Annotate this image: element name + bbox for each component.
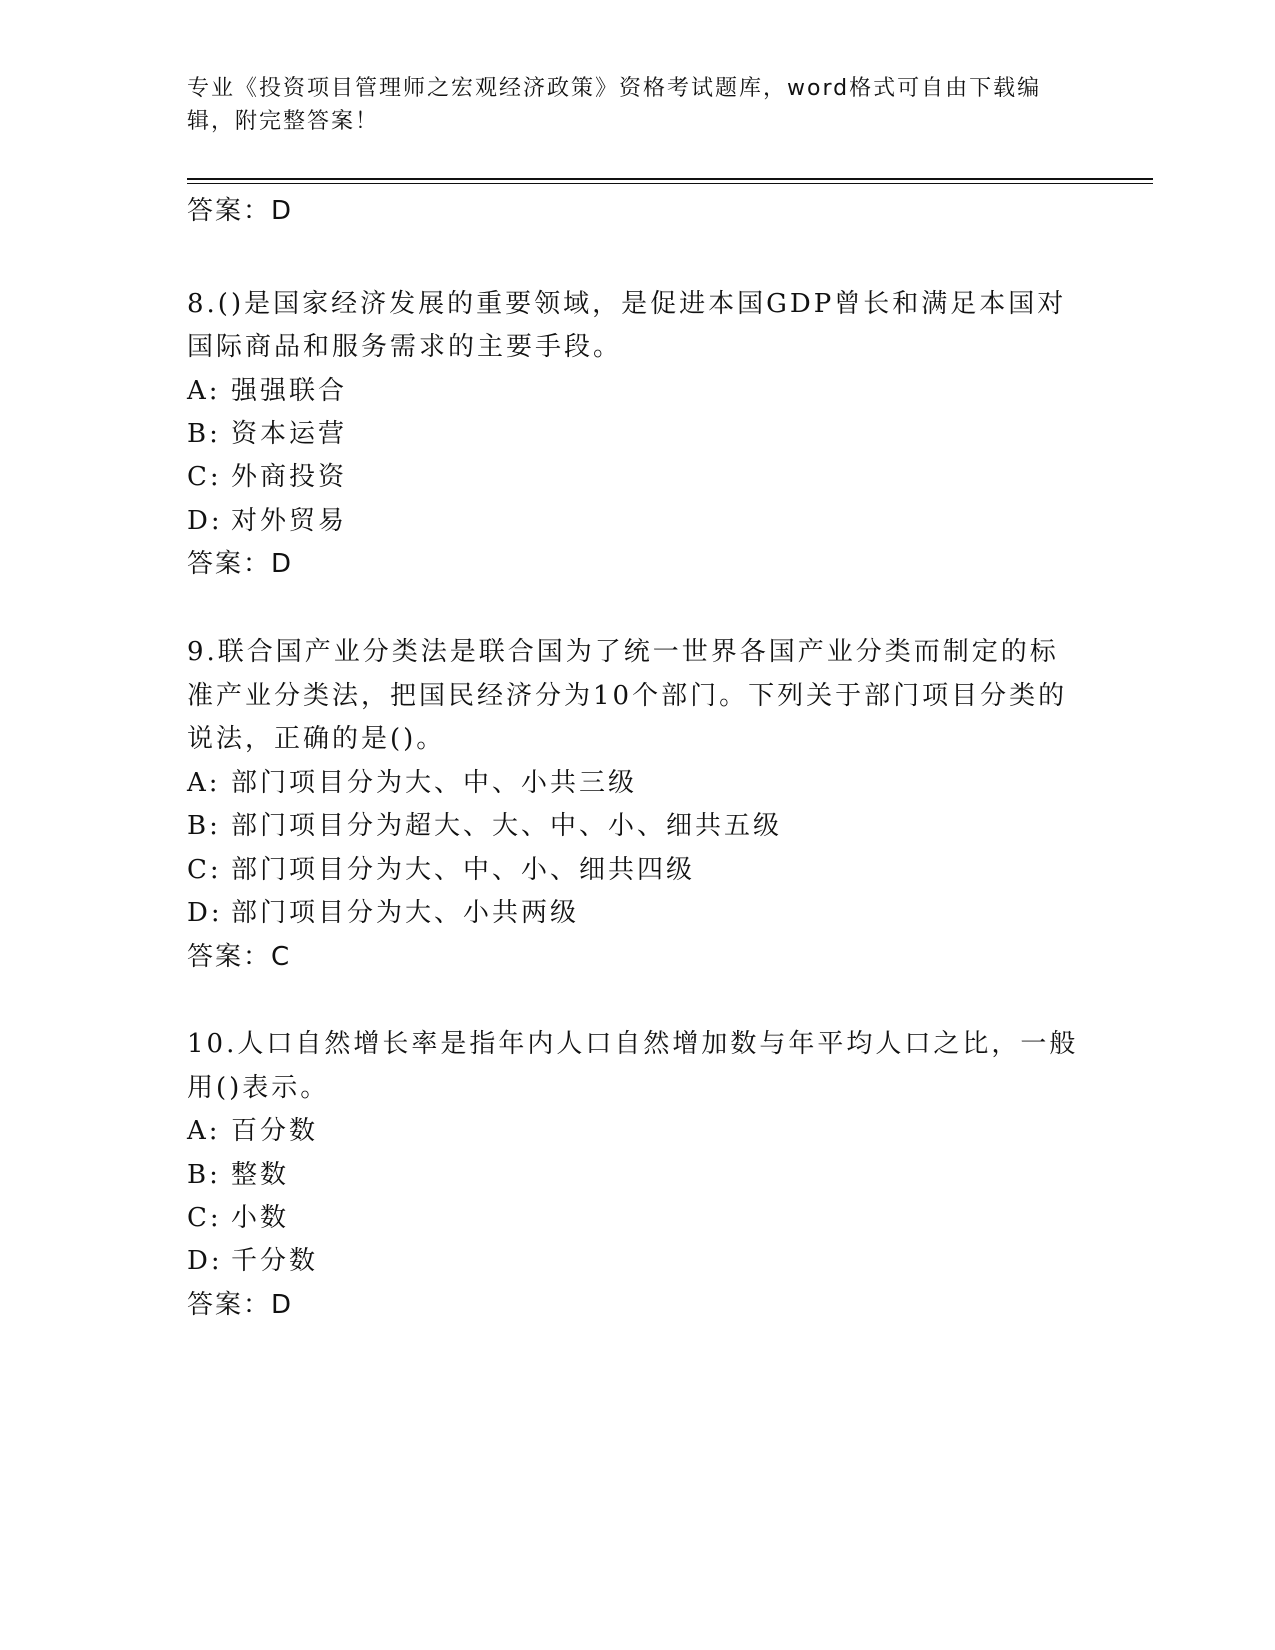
option-text: 对外贸易: [231, 506, 348, 536]
question-8-option-a: [187, 370, 347, 407]
header-line-1: 专业《投资项目管理师之宏观经济政策》资格考试题库，word格式可自由下载编: [187, 76, 1042, 101]
option-text: 整数: [231, 1160, 290, 1190]
option-label: D:: [187, 898, 223, 928]
option-text: 百分数: [231, 1116, 319, 1146]
option-label: B:: [187, 811, 221, 841]
question-8-option-b: [187, 413, 347, 450]
question-10-answer: 答案：D: [187, 1290, 294, 1320]
option-label: D:: [187, 506, 223, 536]
option-text: 部门项目分为大、中、小、细共四级: [231, 855, 696, 885]
previous-answer: 答案：D: [187, 196, 294, 226]
option-label: C:: [187, 855, 222, 885]
option-label: C:: [187, 462, 222, 492]
question-10-stem-line-1: 10.人口自然增长率是指年内人口自然增加数与年平均人口之比，一般: [187, 1029, 1079, 1059]
question-10-option-c: [187, 1197, 289, 1234]
option-label: A:: [187, 768, 221, 798]
header-rule: [187, 178, 1153, 180]
option-label: A:: [187, 376, 221, 406]
question-9-stem-line-3: 说法，正确的是()。: [187, 724, 446, 754]
document-header: [187, 72, 1067, 138]
option-text: 资本运营: [231, 419, 348, 449]
question-9-answer: 答案：C: [187, 942, 292, 972]
question-9-stem-line-2: 准产业分类法，把国民经济分为10个部门。下列关于部门项目分类的: [187, 681, 1068, 711]
question-9-stem-line-1: 9.联合国产业分类法是联合国为了统一世界各国产业分类而制定的标: [187, 637, 1059, 667]
option-label: B:: [187, 419, 221, 449]
question-8-answer: 答案：D: [187, 549, 294, 579]
question-8-stem-line-1: 8.()是国家经济发展的重要领域，是促进本国GDP曾长和满足本国对: [187, 289, 1067, 319]
option-text: 外商投资: [231, 462, 348, 492]
header-rule-thin: [187, 183, 1153, 184]
question-10-option-b: [187, 1154, 289, 1191]
option-text: 部门项目分为超大、大、中、小、细共五级: [231, 811, 783, 841]
option-text: 强强联合: [231, 376, 348, 406]
question-8-option-d: [187, 500, 347, 537]
option-text: 小数: [231, 1203, 290, 1233]
question-10-stem-line-2: 用()表示。: [187, 1073, 330, 1103]
option-label: A:: [187, 1116, 221, 1146]
question-9-option-b: [187, 805, 782, 842]
question-10-option-d: [187, 1240, 318, 1277]
question-10-option-a: [187, 1110, 318, 1147]
option-text: 部门项目分为大、小共两级: [231, 898, 580, 928]
header-line-2: 辑，附完整答案！: [187, 109, 380, 134]
option-label: C:: [187, 1203, 222, 1233]
option-text: 千分数: [231, 1246, 319, 1276]
option-label: B:: [187, 1160, 221, 1190]
question-8-stem-line-2: 国际商品和服务需求的主要手段。: [187, 332, 623, 362]
question-9-option-a: [187, 762, 637, 799]
question-9-option-c: [187, 849, 695, 886]
question-8-option-c: [187, 456, 347, 493]
question-9-option-d: [187, 892, 579, 929]
option-text: 部门项目分为大、中、小共三级: [231, 768, 638, 798]
option-label: D:: [187, 1246, 223, 1276]
